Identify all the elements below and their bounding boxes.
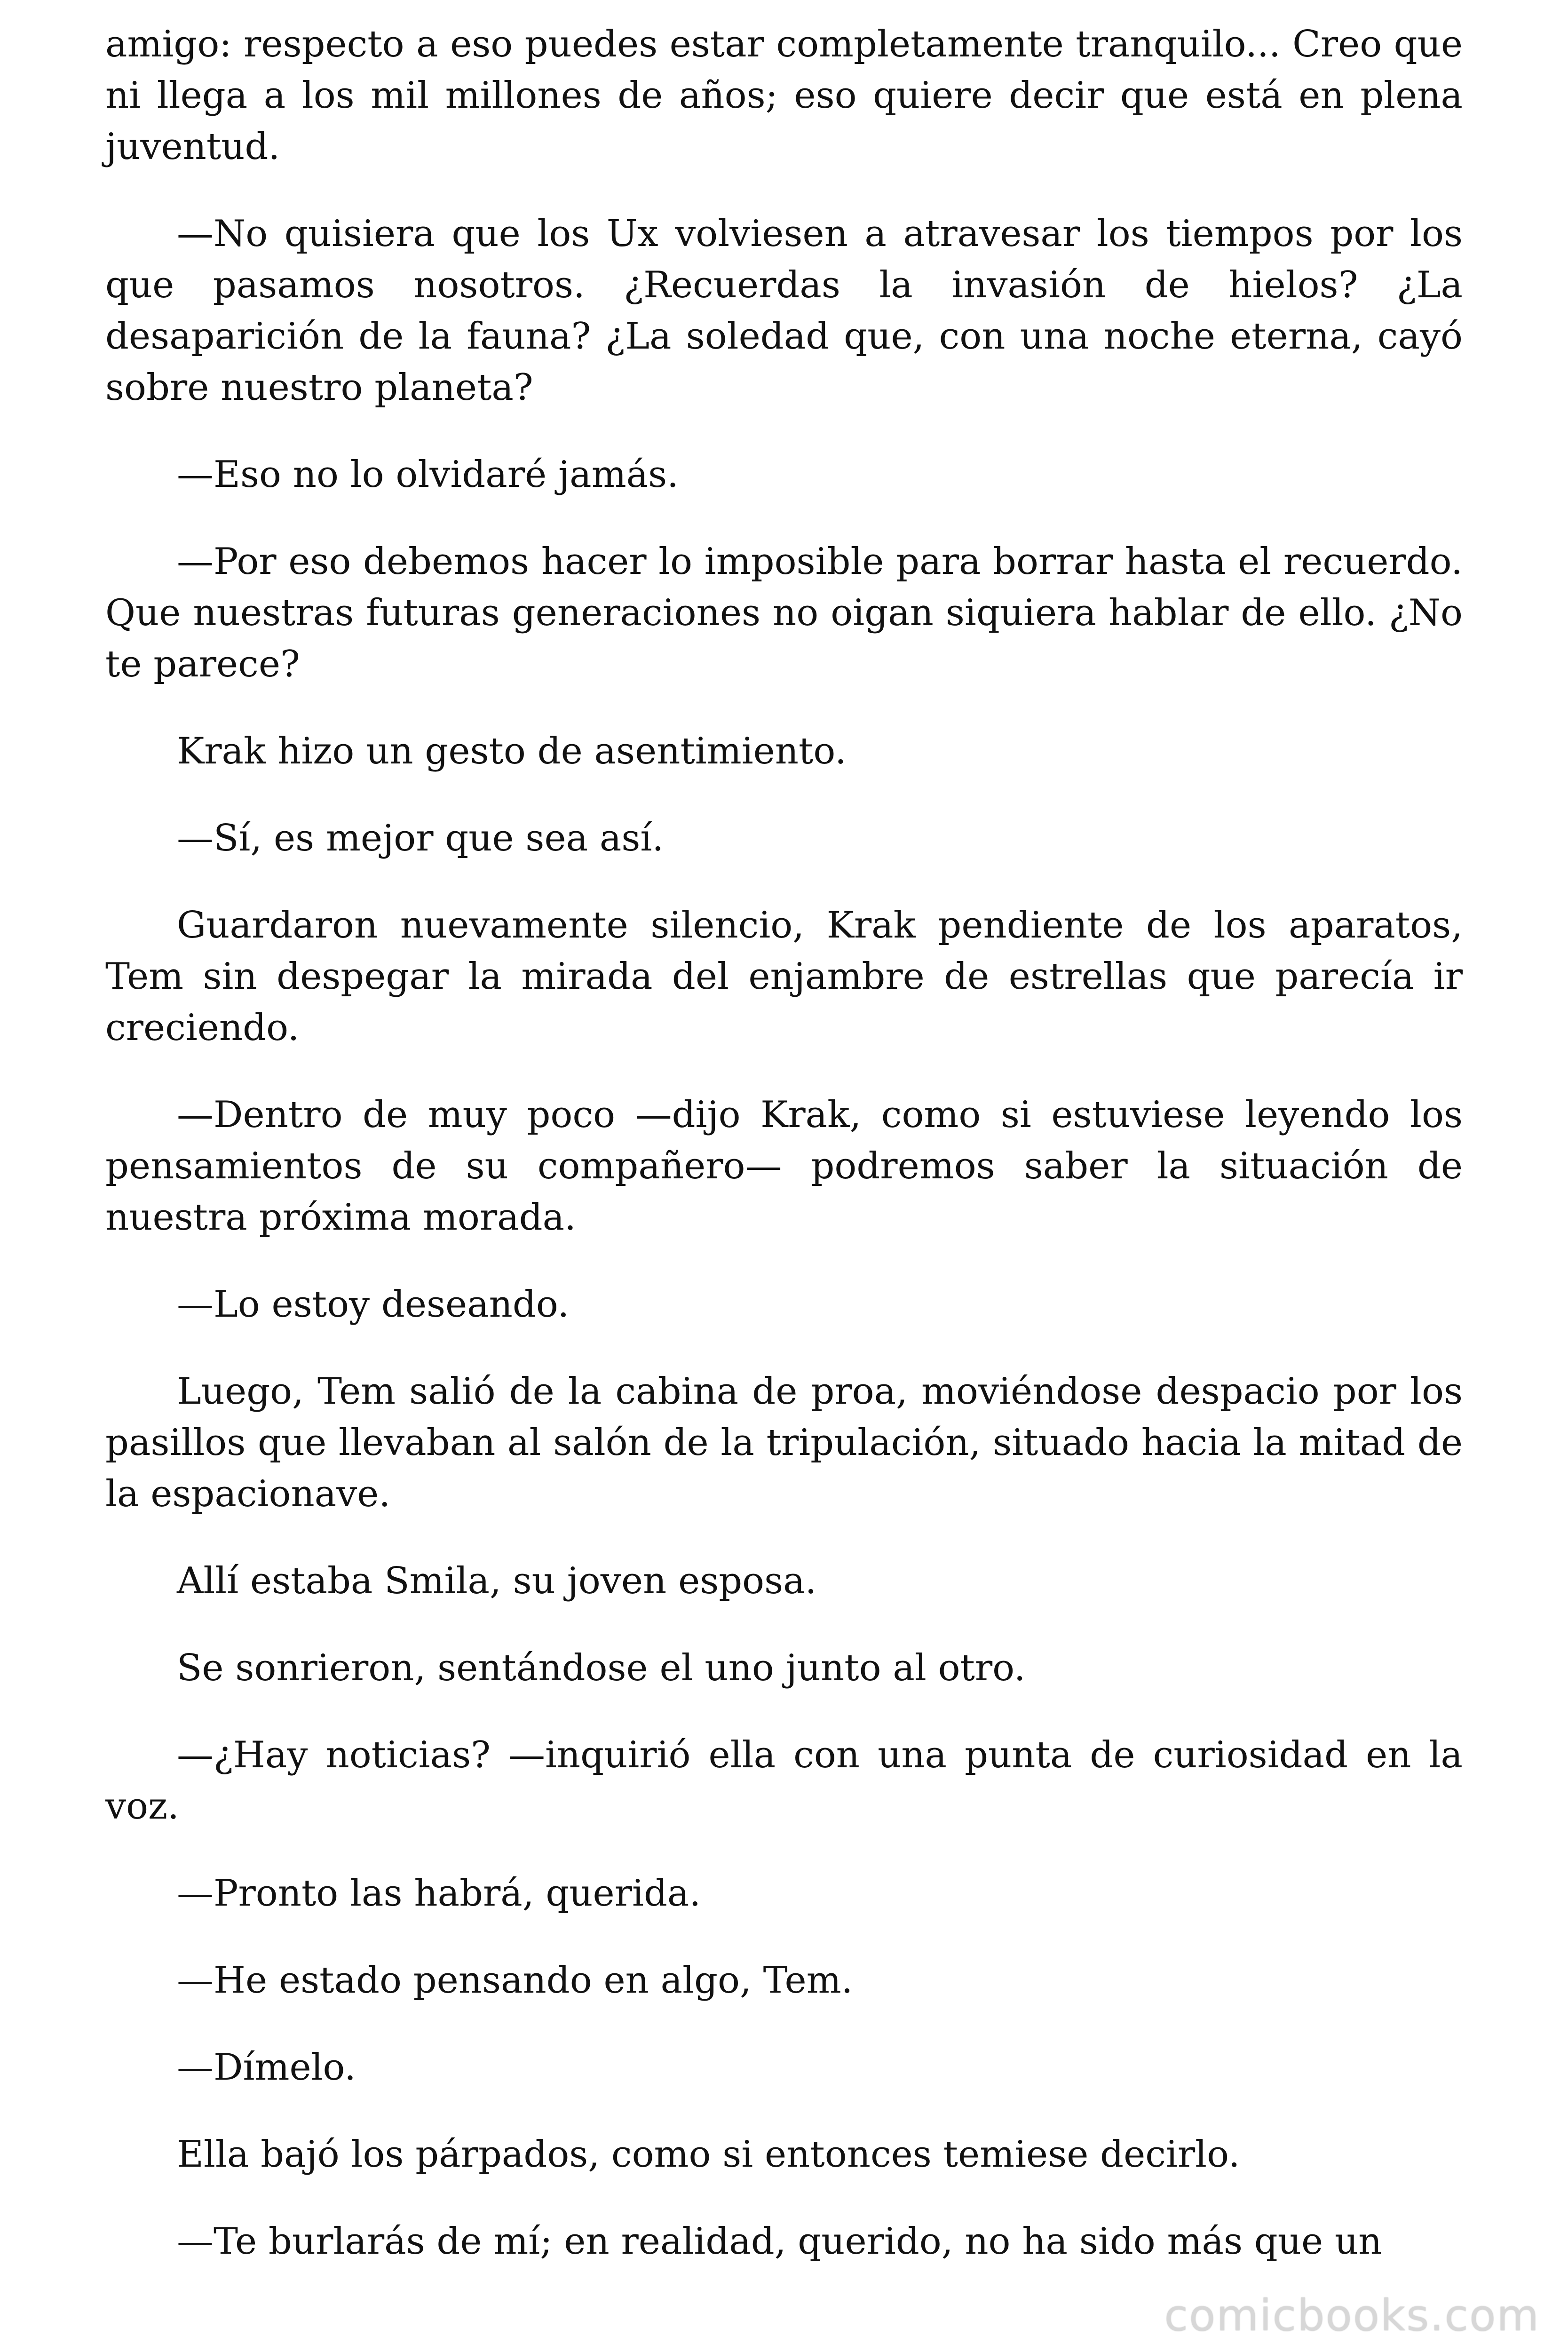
paragraph: Ella bajó los párpados, como si entonces temiese decirlo.	[177, 2133, 1240, 2176]
site-watermark: comicbooks.com	[1164, 2290, 1540, 2341]
paragraph: Allí estaba Smila, su joven esposa.	[177, 1560, 817, 1602]
paragraph: Guardaron nuevamente silencio, Krak pendiente de los aparatos, Tem sin despegar la mirada del enjambre de estrellas que parecía ir creciendo.	[105, 904, 1463, 1049]
paragraph: —Por eso debemos hacer lo imposible para borrar hasta el recuerdo. Que nuestras futuras generaciones no oigan siquiera hablar de ello. ¿No te parece?	[105, 540, 1463, 685]
paragraph: —Lo estoy deseando.	[177, 1283, 570, 1326]
book-page	[105, 19, 1463, 2303]
paragraph: Luego, Tem salió de la cabina de proa, moviéndose despacio por los pasillos que llevaban al salón de la tripulación, situado hacia la mitad de la espacionave.	[105, 1370, 1463, 1515]
paragraph: —No quisiera que los Ux volviesen a atravesar los tiempos por los que pasamos nosotros. ¿Recuerdas la invasión de hielos? ¿La desaparición de la fauna? ¿La soledad que, con una noche eterna, cayó sobre nuestro planeta?	[105, 213, 1463, 409]
paragraph: —Eso no lo olvidaré jamás.	[177, 453, 679, 496]
paragraph: Se sonrieron, sentándose el uno junto al otro.	[177, 1647, 1026, 1689]
paragraph: —Sí, es mejor que sea así.	[177, 817, 664, 859]
paragraph: —Dímelo.	[177, 2046, 356, 2089]
paragraph: —He estado pensando en algo, Tem.	[177, 1959, 853, 2002]
paragraph: amigo: respecto a eso puedes estar completamente tranquilo... Creo que ni llega a los mil millones de años; eso quiere decir que está en plena juventud.	[105, 23, 1463, 168]
paragraph: —Te burlarás de mí; en realidad, querido, no ha sido más que un	[177, 2220, 1382, 2263]
paragraph: —Pronto las habrá, querida.	[177, 1872, 701, 1915]
paragraph: —¿Hay noticias? —inquirió ella con una punta de curiosidad en la voz.	[105, 1734, 1463, 1828]
paragraph: —Dentro de muy poco —dijo Krak, como si estuviese leyendo los pensamientos de su compañero— podremos saber la situación de nuestra próxima morada.	[105, 1094, 1463, 1239]
paragraph: Krak hizo un gesto de asentimiento.	[177, 730, 847, 772]
